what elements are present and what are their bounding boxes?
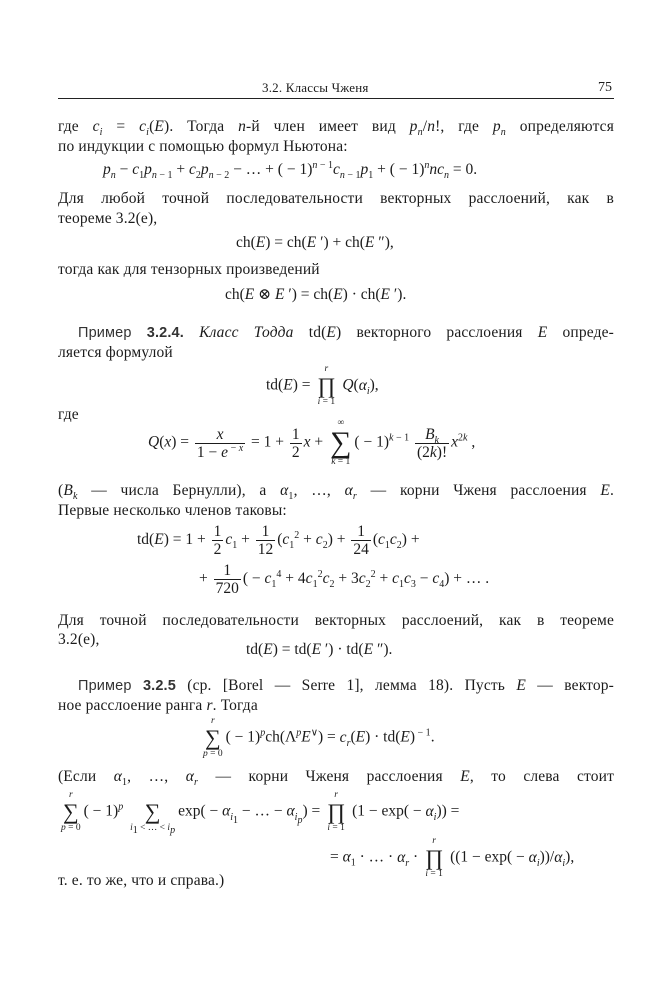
running-header	[58, 78, 614, 99]
todd-expansion-line-2: + $\frac{1}{720}$ ( − $c_1^4 + 4c_1^2c_2 + 3c_2^2 + c_1c_3 - c_4$) + … .	[199, 562, 490, 597]
text-line-11: ное расслоение ранга r. Тогда	[58, 697, 258, 714]
example-3-2-5-heading: Пример 3.2.5 (ср. [Borel — Serre 1], лемма 18). Пусть E — вектор-	[78, 677, 614, 694]
todd-product-formula: td(E) = r ∏ i = 1 $Q(\alpha_i)$,	[266, 364, 379, 407]
ch-product-formula: ch(E ⊗ E ′) = ch(E) · ch(E ′).	[225, 286, 407, 303]
header-title: 3.2. Классы Чженя	[262, 80, 369, 95]
text-line-2: по индукции с помощью формул Ньютона:	[58, 138, 348, 155]
q-function-formula: Q(x) = $\frac{x}{1 - e ^{- x}}$ = 1 + $\frac{1}{2}$ x + ∞ ∑ k = 1 ( − 1)$^{k - 1}$ $\frac{B_k}{(2k)!}$ $x^{2k}$ ,	[148, 418, 476, 467]
text-line-9: Для точной последовательности векторных расслоений, как в теореме	[58, 612, 614, 629]
text-line-10: 3.2(e),	[58, 631, 100, 648]
proof-line-2: = $\alpha_1$ · … · $\alpha_r$ · r ∏ i = 1 $((1 - \exp( - \alpha_i))/\alpha_i)$,	[330, 836, 575, 879]
ch-sum-formula: ch(E) = ch(E ′) + ch(E ″),	[236, 234, 394, 251]
text-line-5: тогда как для тензорных произведений	[58, 261, 320, 278]
text-line-4: теореме 3.2(e),	[58, 210, 158, 227]
text-line-7: ($B_k$ — числа Бернулли), а $\alpha_1$, …, $\alpha_r$ — корни Чженя расслоения E.	[58, 482, 614, 503]
example-3-2-4-heading: Пример 3.2.4. Класс Тодда td(E) векторного расслоения E опреде-	[78, 324, 614, 341]
td-product-formula: td(E) = td(E ′) · td(E ″).	[246, 641, 393, 658]
where-label: где	[58, 406, 79, 423]
text-line-13: т. е. то же, что и справа.)	[58, 872, 225, 889]
text-line-6: ляется формулой	[58, 344, 173, 361]
newton-formula: $p_n - c_1p_{n - 1} + c_2p_{n - 2}$ − … + ( − $1)^{n - 1}c_{n - 1}p_1$ + ( − $1)^nnc_n = 0$.	[103, 159, 478, 182]
text-line-12: (Если $\alpha_1$, …, $\alpha_r$ — корни Чженя расслоения E, то слева стоит	[58, 768, 614, 789]
text-line-8: Первые несколько членов таковы:	[58, 502, 287, 519]
text-line-1: где $c_i = c_i(E)$. Тогда n-й член имеет вид $p_n/n$!, где $p_n$ определяются	[58, 118, 614, 139]
proof-line-1: r ∑ p = 0 ( − 1)$^p$ ∑ $i_1$ < … < $i_p$ $\exp( - \alpha_{i_1}$ − … − $\alpha_{i_p}$) = r ∏ i = 1 $(1 - \exp( - \alpha_i))$ =	[61, 790, 460, 836]
todd-expansion-line-1: td(E) = 1 + $\frac{1}{2}$ $c_1$ + $\frac{1}{12}$ $(c_1^2 + c_2)$ + $\frac{1}{24}$ $(c_1c_2)$ +	[137, 523, 420, 558]
text-line-3: Для любой точной последовательности векторных расслоений, как в	[58, 190, 614, 207]
page-number: 75	[598, 80, 612, 95]
lambda-sum-formula: r ∑ p = 0 ( − $1)^pch(\Lambda^pE^\vee) = c_r(E) \cdot td(E)$ $^{- 1}$.	[203, 716, 435, 759]
